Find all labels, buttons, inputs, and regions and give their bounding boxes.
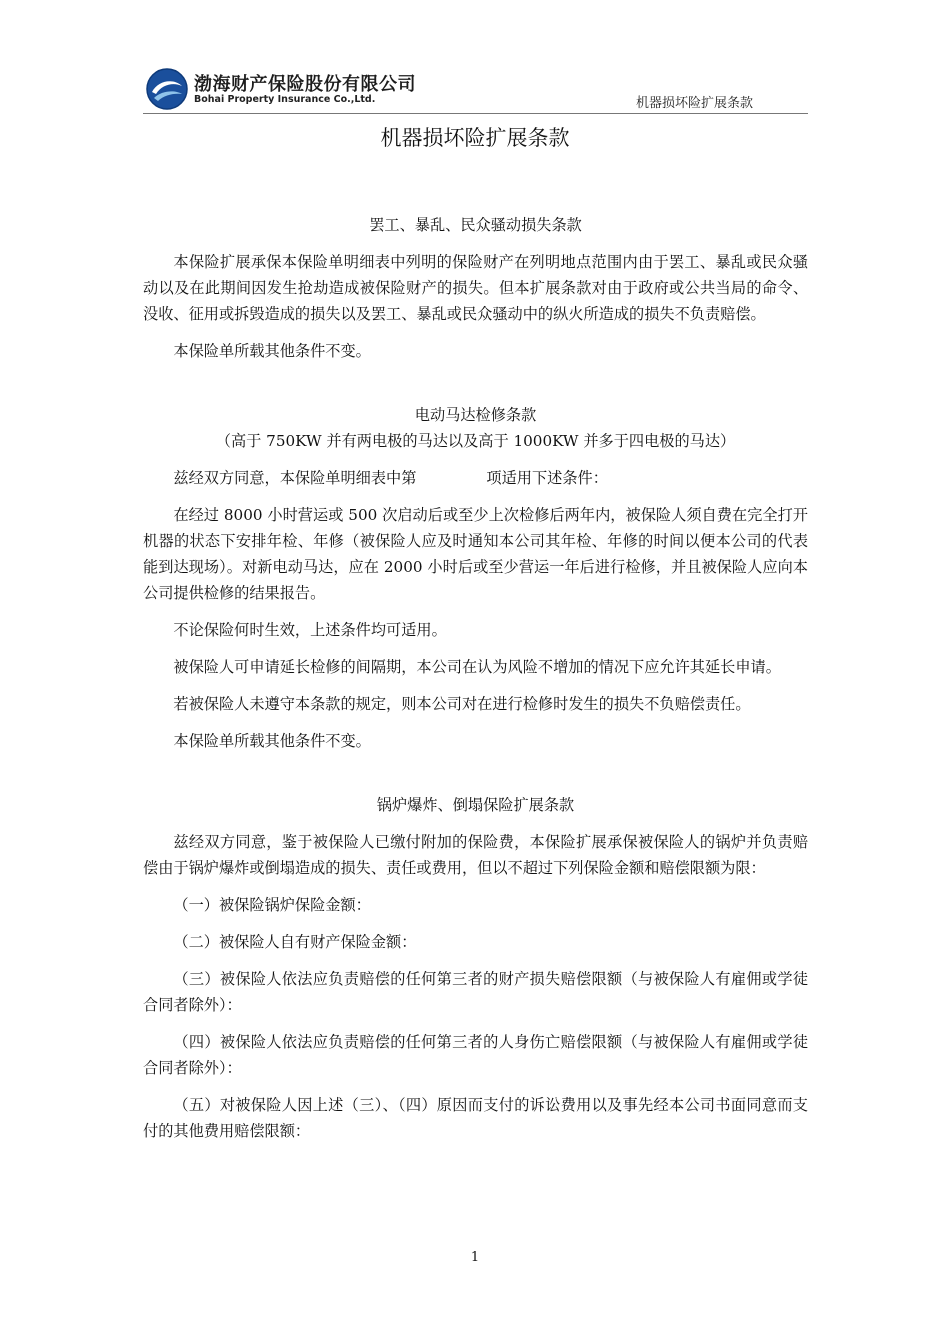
section-title: 罢工、暴乱、民众骚动损失条款: [369, 216, 582, 234]
paragraph: 本保险单所载其他条件不变。: [173, 732, 371, 750]
paragraph: （五）对被保险人因上述（三）、（四）原因而支付的诉讼费用以及事先经本公司书面同意而支付的其他费用赔偿限额：: [143, 1096, 808, 1140]
paragraph: （三）被保险人依法应负责赔偿的任何第三者的财产损失赔偿限额（与被保险人有雇佣或学徒合同者除外）：: [143, 970, 808, 1014]
section-title: 电动马达检修条款: [414, 406, 537, 424]
intro-after: 项适用下述条件：: [486, 469, 608, 487]
section-subtitle: （高于 750KW 并有两电极的马达以及高于 1000KW 并多于四电极的马达）: [215, 432, 736, 450]
paragraph: 在经过 8000 小时营运或 500 次启动后或至少上次检修后两年内，被保险人须自费在完全打开机器的状态下安排年检、年修（被保险人应及时通知本公司其年检、年修的时间以便本公司的代表能到达现场）。对新电动马达，应在 2000 小时后或至少营运一年后进行检修，并且被保险人应向本公司提供检修的结果报告。: [143, 506, 808, 602]
section-title: 锅炉爆炸、倒塌保险扩展条款: [376, 796, 575, 814]
document-body: [143, 212, 808, 1144]
header-divider: [143, 113, 808, 114]
paragraph: （一）被保险锅炉保险金额：: [173, 896, 371, 914]
paragraph: 兹经双方同意，鉴于被保险人已缴付附加的保险费，本保险扩展承保被保险人的锅炉并负责赔偿由于锅炉爆炸或倒塌造成的损失、责任或费用，但以不超过下列保险金额和赔偿限额为限：: [143, 833, 808, 877]
company-logo: [146, 68, 416, 110]
paragraph: 不论保险何时生效，上述条件均可适用。: [173, 621, 447, 639]
paragraph: （四）被保险人依法应负责赔偿的任何第三者的人身伤亡赔偿限额（与被保险人有雇佣或学徒合同者除外）：: [143, 1033, 808, 1077]
paragraph: （二）被保险人自有财产保险金额：: [173, 933, 417, 951]
paragraph: [143, 465, 808, 491]
company-name-en: Bohai Property Insurance Co.,Ltd.: [194, 94, 376, 105]
company-name-cn: 渤海财产保险股份有限公司: [194, 74, 416, 95]
paragraph: 本保险单所载其他条件不变。: [173, 342, 371, 360]
running-title: 机器损坏险扩展条款: [636, 96, 754, 111]
paragraph: 本保险扩展承保本保险单明细表中列明的保险财产在列明地点范围内由于罢工、暴乱或民众骚动以及在此期间因发生抢劫造成被保险财产的损失。但本扩展条款对由于政府或公共当局的命令、没收、征用或拆毁造成的损失以及罢工、暴乱或民众骚动中的纵火所造成的损失不负责赔偿。: [143, 253, 808, 323]
page-number: 1: [470, 1250, 480, 1265]
company-logo-icon: [146, 68, 188, 110]
document-title: 机器损坏险扩展条款: [380, 126, 570, 150]
paragraph: 被保险人可申请延长检修的间隔期，本公司在认为风险不增加的情况下应允许其延长申请。: [173, 658, 781, 676]
paragraph: 若被保险人未遵守本条款的规定，则本公司对在进行检修时发生的损失不负赔偿责任。: [173, 695, 751, 713]
intro-before: 兹经双方同意，本保险单明细表中第: [173, 469, 417, 487]
